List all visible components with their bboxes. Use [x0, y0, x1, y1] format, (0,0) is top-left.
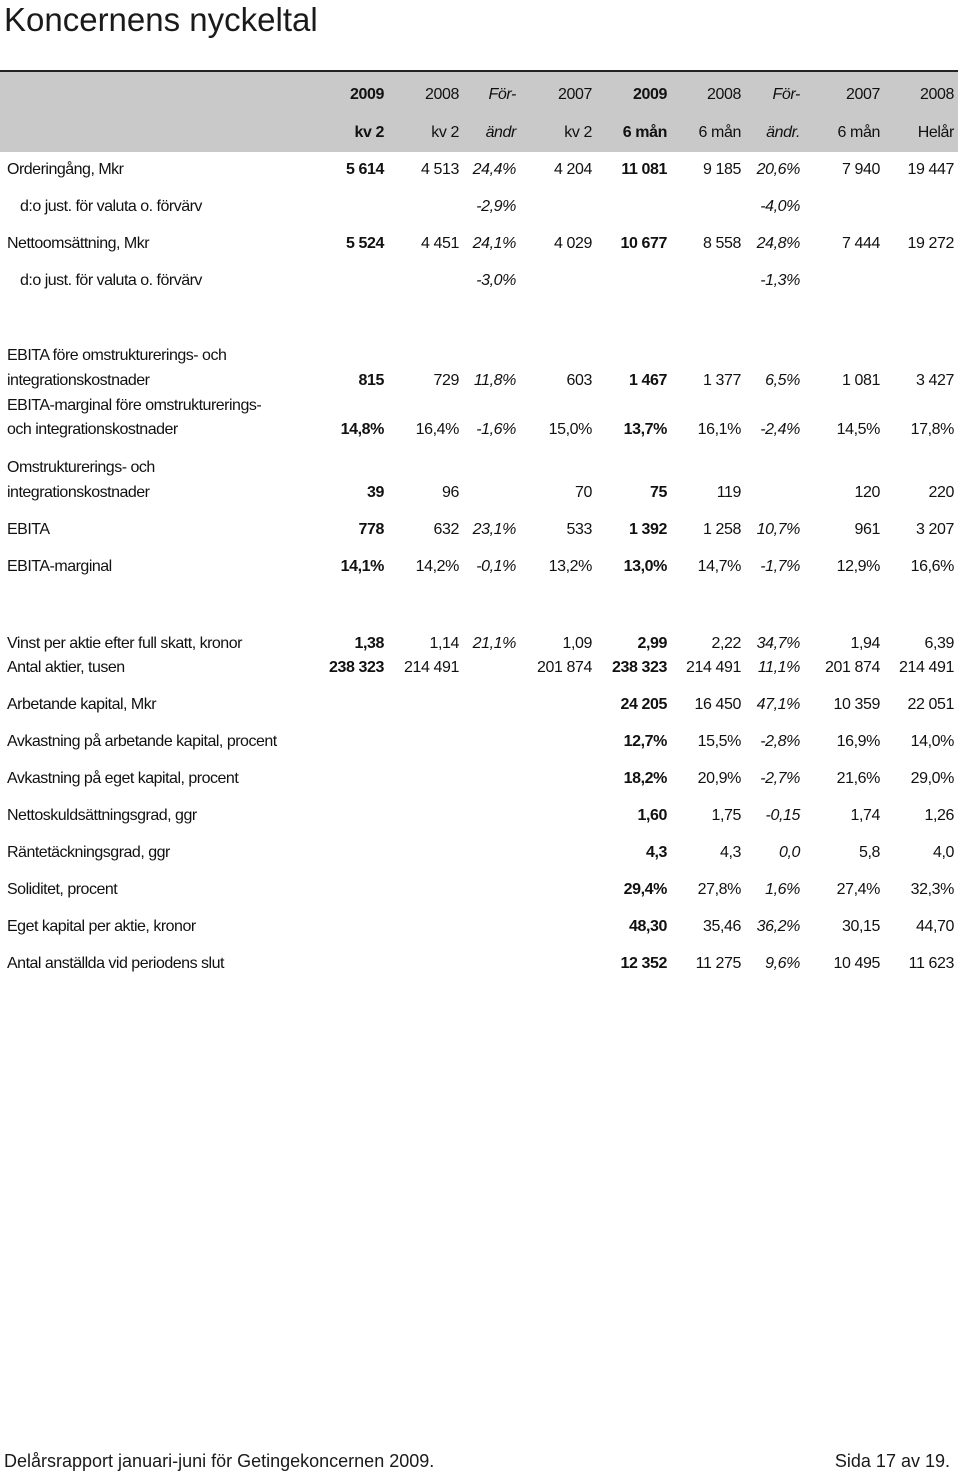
row-label: Arbetande kapital, Mkr — [7, 696, 157, 713]
table-cell: 1,26 — [924, 807, 954, 824]
page-title: Koncernens nyckeltal — [4, 1, 318, 38]
table-cell: 214 491 — [403, 659, 459, 676]
table-cell: 238 323 — [328, 659, 384, 676]
table-cell: 1 081 — [841, 372, 880, 389]
table-cell: 14,0% — [910, 733, 954, 750]
table-cell: 533 — [566, 521, 592, 538]
table-cell: 14,7% — [697, 558, 741, 575]
table-cell: 1,09 — [562, 635, 592, 652]
table-cell: 11,8% — [473, 372, 516, 389]
table-cell: -2,9% — [476, 198, 516, 215]
table-cell: 238 323 — [611, 659, 667, 676]
row-label: EBITA-marginal före omstrukturerings- — [7, 397, 262, 414]
row-label: Avkastning på arbetande kapital, procent — [7, 733, 277, 750]
table-cell: -1,7% — [760, 558, 800, 575]
column-header: kv 2 — [564, 124, 592, 141]
table-cell: -1,3% — [760, 272, 800, 289]
table-cell: 214 491 — [685, 659, 741, 676]
table-cell: 12,7% — [623, 733, 667, 750]
column-header: 6 mån — [698, 124, 741, 141]
row-label: Nettoomsättning, Mkr — [7, 235, 150, 252]
table-cell: 17,8% — [910, 421, 954, 438]
table-cell: 16,9% — [836, 733, 880, 750]
table-cell: 14,2% — [415, 558, 459, 575]
column-header: Helår — [917, 124, 954, 141]
table-cell: 14,1% — [340, 558, 384, 575]
table-cell: 11 081 — [621, 161, 667, 178]
row-label: EBITA-marginal — [7, 558, 112, 575]
row-label: Antal aktier, tusen — [7, 659, 125, 676]
column-header: För- — [772, 86, 800, 103]
table-cell: 1,14 — [429, 635, 459, 652]
row-label: Vinst per aktie efter full skatt, kronor — [7, 635, 242, 652]
table-cell: 20,9% — [697, 770, 741, 787]
table-cell: 18,2% — [623, 770, 667, 787]
table-cell: 4 451 — [420, 235, 459, 252]
table-cell: 3 207 — [915, 521, 954, 538]
table-cell: -4,0% — [760, 198, 800, 215]
row-label: Orderingång, Mkr — [7, 161, 124, 178]
table-cell: 47,1% — [756, 696, 800, 713]
table-cell: 12,9% — [836, 558, 880, 575]
table-cell: 29,0% — [910, 770, 954, 787]
table-cell: 13,0% — [623, 558, 667, 575]
table-cell: 10 359 — [833, 696, 880, 713]
table-cell: 44,70 — [915, 918, 954, 935]
table-cell: 34,7% — [756, 635, 800, 652]
column-header: 2007 — [558, 86, 592, 103]
table-cell: 815 — [358, 372, 384, 389]
row-label: integrationskostnader — [7, 372, 150, 389]
table-cell: 96 — [442, 484, 459, 501]
table-cell: 8 558 — [702, 235, 741, 252]
table-cell: 27,8% — [697, 881, 741, 898]
table-cell: 20,6% — [756, 161, 800, 178]
row-label: Antal anställda vid periodens slut — [7, 955, 224, 972]
table-cell: 11 623 — [908, 955, 954, 972]
table-cell: 16,6% — [910, 558, 954, 575]
table-cell: 29,4% — [623, 881, 667, 898]
table-cell: 30,15 — [841, 918, 880, 935]
footer-page-number: Sida 17 av 19. — [834, 1451, 950, 1471]
table-cell: 1,38 — [354, 635, 384, 652]
table-cell: 21,6% — [836, 770, 880, 787]
column-header: 6 mån — [622, 124, 667, 141]
table-cell: 15,0% — [548, 421, 592, 438]
table-cell: 21,1% — [472, 635, 516, 652]
table-cell: 1 392 — [628, 521, 667, 538]
row-label: Nettoskuldsättningsgrad, ggr — [7, 807, 197, 824]
row-label: Avkastning på eget kapital, procent — [7, 770, 239, 787]
table-cell: 201 874 — [536, 659, 592, 676]
table-cell: 24 205 — [620, 696, 667, 713]
table-cell: 12 352 — [620, 955, 667, 972]
table-cell: 48,30 — [628, 918, 667, 935]
table-cell: 16 450 — [694, 696, 741, 713]
column-header: 6 mån — [837, 124, 880, 141]
table-cell: 36,2% — [756, 918, 800, 935]
table-cell: 39 — [367, 484, 384, 501]
table-cell: 19 272 — [907, 235, 954, 252]
footer-report-title: Delårsrapport januari-juni för Getingekoncernen 2009. — [4, 1451, 435, 1471]
table-cell: 24,1% — [472, 235, 516, 252]
table-cell: 7 444 — [841, 235, 880, 252]
column-header: ändr. — [766, 124, 800, 141]
table-cell: 1,60 — [637, 807, 667, 824]
row-label: Räntetäckningsgrad, ggr — [7, 844, 170, 861]
table-cell: 4,0 — [932, 844, 954, 861]
column-header: kv 2 — [354, 124, 384, 141]
table-cell: 0,0 — [778, 844, 800, 861]
table-cell: 119 — [716, 484, 741, 501]
table-cell: 4,3 — [645, 844, 667, 861]
row-label: d:o just. för valuta o. förvärv — [20, 272, 202, 289]
column-header: 2008 — [920, 86, 954, 103]
table-cell: 4 029 — [553, 235, 592, 252]
table-cell: -2,4% — [760, 421, 800, 438]
column-header: 2009 — [350, 86, 384, 103]
row-label: EBITA — [7, 521, 50, 538]
table-cell: 961 — [854, 521, 880, 538]
column-header: kv 2 — [431, 124, 459, 141]
table-cell: 15,5% — [697, 733, 741, 750]
table-cell: 2,22 — [711, 635, 741, 652]
table-cell: 16,1% — [697, 421, 741, 438]
column-header: 2007 — [846, 86, 880, 103]
table-cell: 19 447 — [907, 161, 954, 178]
table-cell: 11,1% — [757, 659, 800, 676]
table-cell: 4 513 — [420, 161, 459, 178]
table-cell: 13,2% — [548, 558, 592, 575]
table-cell: 220 — [928, 484, 954, 501]
column-header: 2008 — [425, 86, 459, 103]
table-cell: 70 — [575, 484, 592, 501]
table-cell: 13,7% — [623, 421, 667, 438]
table-cell: 4,3 — [719, 844, 741, 861]
table-cell: 1 377 — [702, 372, 741, 389]
table-cell: 22 051 — [907, 696, 954, 713]
table-cell: 1 467 — [628, 372, 667, 389]
column-header: För- — [488, 86, 516, 103]
table-cell: 24,4% — [472, 161, 516, 178]
table-cell: 1,6% — [765, 881, 800, 898]
table-cell: 11 275 — [695, 955, 741, 972]
column-header: 2009 — [633, 86, 667, 103]
table-cell: 3 427 — [915, 372, 954, 389]
table-cell: 5,8 — [858, 844, 880, 861]
table-cell: 9,6% — [765, 955, 800, 972]
table-cell: 1,74 — [850, 807, 880, 824]
table-cell: 14,5% — [836, 421, 880, 438]
table-cell: 201 874 — [824, 659, 880, 676]
table-cell: 32,3% — [910, 881, 954, 898]
table-cell: 632 — [433, 521, 459, 538]
row-label: och integrationskostnader — [7, 421, 178, 438]
table-cell: 1,75 — [711, 807, 741, 824]
table-cell: 729 — [433, 372, 459, 389]
table-cell: -2,8% — [760, 733, 800, 750]
row-label: Eget kapital per aktie, kronor — [7, 918, 196, 935]
table-cell: 24,8% — [756, 235, 800, 252]
table-cell: 35,46 — [702, 918, 741, 935]
table-cell: 214 491 — [898, 659, 954, 676]
table-cell: 14,8% — [340, 421, 384, 438]
table-cell: 603 — [566, 372, 592, 389]
table-cell: 6,39 — [924, 635, 954, 652]
row-label: Omstrukturerings- och — [7, 459, 155, 476]
column-header: 2008 — [707, 86, 741, 103]
table-cell: 778 — [358, 521, 384, 538]
table-cell: 9 185 — [702, 161, 741, 178]
table-cell: 16,4% — [415, 421, 459, 438]
table-cell: 5 524 — [345, 235, 384, 252]
table-cell: 75 — [650, 484, 667, 501]
table-cell: -0,15 — [765, 807, 800, 824]
row-label: EBITA före omstrukturerings- och — [7, 347, 227, 364]
table-cell: 10,7% — [756, 521, 800, 538]
table-cell: -0,1% — [476, 558, 516, 575]
table-cell: 5 614 — [345, 161, 384, 178]
table-cell: 10 677 — [620, 235, 667, 252]
table-cell: 6,5% — [765, 372, 800, 389]
table-cell: 1,94 — [850, 635, 880, 652]
column-header: ändr — [485, 124, 516, 141]
row-label: integrationskostnader — [7, 484, 150, 501]
table-cell: 120 — [854, 484, 880, 501]
table-cell: 23,1% — [472, 521, 516, 538]
table-cell: 10 495 — [833, 955, 880, 972]
row-label: d:o just. för valuta o. förvärv — [20, 198, 202, 215]
row-label: Soliditet, procent — [7, 881, 118, 898]
table-cell: 7 940 — [841, 161, 880, 178]
table-cell: 27,4% — [836, 881, 880, 898]
table-cell: 2,99 — [637, 635, 667, 652]
table-cell: 1 258 — [702, 521, 741, 538]
table-cell: -3,0% — [476, 272, 516, 289]
table-cell: -2,7% — [760, 770, 800, 787]
table-cell: -1,6% — [476, 421, 516, 438]
table-cell: 4 204 — [553, 161, 592, 178]
